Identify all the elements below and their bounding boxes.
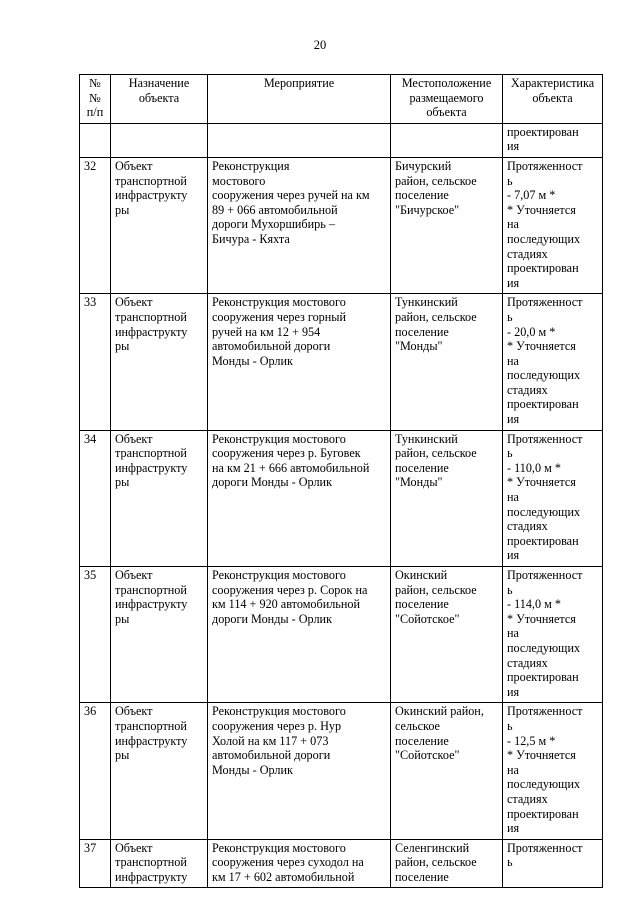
cell-num: 33 bbox=[80, 294, 111, 430]
characteristic-line: стадиях bbox=[507, 382, 548, 397]
event-line: сооружения через суходол на bbox=[212, 855, 364, 870]
table-row bbox=[80, 157, 603, 293]
characteristic-line: - 110,0 м * bbox=[507, 460, 561, 475]
continuation-row bbox=[80, 123, 603, 157]
characteristic-line: - 7,07 м * bbox=[507, 188, 556, 203]
event-line: сооружения через ручей на км bbox=[212, 188, 370, 203]
header-num-line: п/п bbox=[86, 105, 104, 120]
purpose-line: транспортной bbox=[115, 173, 187, 188]
characteristic-line: ия bbox=[507, 139, 520, 154]
characteristic-line: ь bbox=[507, 718, 513, 733]
characteristic-line: последующих bbox=[507, 368, 581, 383]
event-line: сооружения через горный bbox=[212, 309, 346, 324]
table-row bbox=[80, 567, 603, 703]
cell-characteristic bbox=[503, 294, 603, 430]
purpose-line: инфраструкту bbox=[115, 460, 188, 475]
header-characteristic-line: объекта bbox=[532, 90, 573, 105]
event-line: Реконструкция мостового bbox=[212, 568, 346, 582]
cell-characteristic bbox=[503, 839, 603, 888]
characteristic-line: последующих bbox=[507, 640, 581, 655]
event-line: км 114 + 920 автомобильной bbox=[212, 597, 360, 612]
characteristic-line: ия bbox=[507, 412, 520, 427]
purpose-line: Объект bbox=[115, 431, 153, 446]
location-line: "Сойотское" bbox=[395, 611, 460, 626]
cell-num: 37 bbox=[80, 839, 111, 888]
table-header-row bbox=[80, 75, 603, 124]
location-line: Бичурский bbox=[395, 158, 452, 173]
header-num bbox=[80, 75, 111, 124]
characteristic-line: * Уточняется bbox=[507, 475, 576, 490]
location-line: поселение bbox=[395, 869, 449, 884]
location-line: район, сельское bbox=[395, 582, 477, 597]
event-line: Монды - Орлик bbox=[212, 353, 293, 368]
characteristic-line: - 20,0 м * bbox=[507, 324, 556, 339]
cell-purpose bbox=[111, 294, 208, 430]
cell-purpose bbox=[111, 839, 208, 888]
characteristic-line: * Уточняется bbox=[507, 611, 576, 626]
purpose-line: инфраструкту bbox=[115, 869, 188, 884]
cell-num: 34 bbox=[80, 430, 111, 566]
characteristic-line: ия bbox=[507, 684, 520, 699]
event-line: ручей на км 12 + 954 bbox=[212, 324, 321, 339]
objects-table bbox=[79, 74, 603, 888]
cell-num bbox=[80, 123, 111, 157]
header-num-line: № bbox=[89, 90, 101, 105]
characteristic-line: на bbox=[507, 217, 519, 232]
event-line: Реконструкция мостового bbox=[212, 295, 346, 310]
location-line: "Бичурское" bbox=[395, 202, 460, 217]
characteristic-line: стадиях bbox=[507, 655, 548, 670]
cell-num: 35 bbox=[80, 567, 111, 703]
characteristic-line: Протяженност bbox=[507, 295, 583, 310]
event-line: км 17 + 602 автомобильной bbox=[212, 869, 355, 884]
characteristic-line: проектирован bbox=[507, 124, 579, 139]
header-location-line: объекта bbox=[426, 105, 467, 120]
event-line: Реконструкция bbox=[212, 158, 290, 173]
cell-purpose bbox=[111, 430, 208, 566]
purpose-line: Объект bbox=[115, 840, 153, 855]
event-line: Реконструкция мостового bbox=[212, 840, 346, 855]
cell-num: 36 bbox=[80, 703, 111, 839]
cell-characteristic bbox=[503, 157, 603, 293]
characteristic-line: Протяженност bbox=[507, 158, 583, 173]
purpose-line: Объект bbox=[115, 704, 153, 719]
cell-event bbox=[208, 567, 391, 703]
characteristic-line: * Уточняется bbox=[507, 339, 576, 354]
characteristic-line: ия bbox=[507, 821, 520, 836]
location-line: поселение bbox=[395, 733, 449, 748]
characteristic-line: ь bbox=[507, 446, 513, 461]
event-line: автомобильной дороги bbox=[212, 339, 331, 354]
header-event-line: Мероприятие bbox=[263, 76, 335, 90]
characteristic-line: проектирован bbox=[507, 670, 579, 685]
characteristic-line: на bbox=[507, 626, 519, 641]
event-line: Холой на км 117 + 073 bbox=[212, 733, 329, 748]
purpose-line: транспортной bbox=[115, 309, 187, 324]
cell-event bbox=[208, 430, 391, 566]
location-line: поселение bbox=[395, 324, 449, 339]
cell-num: 32 bbox=[80, 157, 111, 293]
characteristic-line: проектирован bbox=[507, 806, 579, 821]
cell-location bbox=[391, 567, 503, 703]
cell-location bbox=[391, 157, 503, 293]
event-line: Монды - Орлик bbox=[212, 762, 293, 777]
table-row bbox=[80, 430, 603, 566]
characteristic-line: стадиях bbox=[507, 246, 548, 261]
cell-purpose bbox=[111, 157, 208, 293]
characteristic-line: ь bbox=[507, 855, 513, 870]
purpose-line: Объект bbox=[115, 295, 153, 310]
page-number: 20 bbox=[313, 38, 327, 52]
purpose-line: транспортной bbox=[115, 582, 187, 597]
header-num-line: № bbox=[89, 76, 101, 90]
cell-characteristic bbox=[503, 703, 603, 839]
cell-location bbox=[391, 703, 503, 839]
event-line: Реконструкция мостового bbox=[212, 431, 346, 446]
characteristic-line: последующих bbox=[507, 504, 581, 519]
location-line: Окинский район, bbox=[395, 704, 484, 719]
location-line: "Монды" bbox=[395, 339, 443, 354]
purpose-line: инфраструкту bbox=[115, 597, 188, 612]
header-location-line: Местоположение bbox=[401, 76, 492, 90]
characteristic-line: Протяженност bbox=[507, 431, 583, 446]
characteristic-line: - 114,0 м * bbox=[507, 597, 561, 612]
header-purpose-line: объекта bbox=[138, 90, 180, 105]
header-purpose bbox=[111, 75, 208, 124]
event-line: автомобильной дороги bbox=[212, 748, 331, 763]
event-line: дороги Мухоршибирь – bbox=[212, 217, 335, 232]
characteristic-line: Протяженност bbox=[507, 840, 583, 855]
purpose-line: Объект bbox=[115, 568, 153, 582]
characteristic-line: Протяженност bbox=[507, 704, 583, 719]
location-line: сельское bbox=[395, 718, 440, 733]
header-location-line: размещаемого bbox=[409, 90, 484, 105]
characteristic-line: * Уточняется bbox=[507, 202, 576, 217]
purpose-line: транспортной bbox=[115, 718, 187, 733]
cell-location bbox=[391, 430, 503, 566]
purpose-line: транспортной bbox=[115, 855, 187, 870]
event-line: Бичура - Кяхта bbox=[212, 231, 290, 246]
event-line: сооружения через р. Буговек bbox=[212, 446, 361, 461]
cell-event bbox=[208, 294, 391, 430]
cell-purpose bbox=[111, 567, 208, 703]
purpose-line: ры bbox=[115, 202, 130, 217]
cell-event bbox=[208, 703, 391, 839]
cell-characteristic bbox=[503, 430, 603, 566]
characteristic-line: проектирован bbox=[507, 397, 579, 412]
cell-purpose bbox=[111, 703, 208, 839]
event-line: Реконструкция мостового bbox=[212, 704, 346, 719]
location-line: "Монды" bbox=[395, 475, 443, 490]
cell-purpose bbox=[111, 123, 208, 157]
purpose-line: инфраструкту bbox=[115, 188, 188, 203]
header-location bbox=[391, 75, 503, 124]
purpose-line: ры bbox=[115, 475, 130, 490]
cell-event bbox=[208, 123, 391, 157]
cell-location bbox=[391, 839, 503, 888]
table-row bbox=[80, 294, 603, 430]
characteristic-line: стадиях bbox=[507, 519, 548, 534]
location-line: Окинский bbox=[395, 568, 448, 582]
event-line: мостового bbox=[212, 173, 266, 188]
characteristic-line: ия bbox=[507, 275, 520, 290]
table-row bbox=[80, 839, 603, 888]
cell-characteristic bbox=[503, 567, 603, 703]
location-line: район, сельское bbox=[395, 173, 477, 188]
event-line: на км 21 + 666 автомобильной bbox=[212, 460, 370, 475]
location-line: район, сельское bbox=[395, 309, 477, 324]
purpose-line: инфраструкту bbox=[115, 324, 188, 339]
purpose-line: ры bbox=[115, 339, 130, 354]
location-line: поселение bbox=[395, 460, 449, 475]
event-line: сооружения через р. Сорок на bbox=[212, 582, 368, 597]
characteristic-line: стадиях bbox=[507, 791, 548, 806]
header-characteristic-line: Характеристика bbox=[510, 76, 595, 90]
characteristic-line: проектирован bbox=[507, 533, 579, 548]
characteristic-line: на bbox=[507, 490, 519, 505]
location-line: район, сельское bbox=[395, 446, 477, 461]
location-line: Селенгинский bbox=[395, 840, 470, 855]
location-line: поселение bbox=[395, 188, 449, 203]
characteristic-line: на bbox=[507, 353, 519, 368]
table-row bbox=[80, 703, 603, 839]
characteristic-line: - 12,5 м * bbox=[507, 733, 556, 748]
cell-event bbox=[208, 839, 391, 888]
characteristic-line: последующих bbox=[507, 231, 581, 246]
characteristic-line: ь bbox=[507, 582, 513, 597]
characteristic-line: на bbox=[507, 762, 519, 777]
characteristic-line: Протяженност bbox=[507, 568, 583, 582]
characteristic-line: последующих bbox=[507, 777, 581, 792]
characteristic-line: проектирован bbox=[507, 261, 579, 276]
event-line: дороги Монды - Орлик bbox=[212, 611, 332, 626]
location-line: Тункинский bbox=[395, 431, 458, 446]
header-event bbox=[208, 75, 391, 124]
location-line: Тункинский bbox=[395, 295, 458, 310]
purpose-line: ры bbox=[115, 611, 130, 626]
characteristic-line: ь bbox=[507, 173, 513, 188]
cell-event bbox=[208, 157, 391, 293]
cell-location bbox=[391, 294, 503, 430]
characteristic-line: ь bbox=[507, 309, 513, 324]
characteristic-line: ия bbox=[507, 548, 520, 563]
event-line: 89 + 066 автомобильной bbox=[212, 202, 338, 217]
cell-characteristic bbox=[503, 123, 603, 157]
purpose-line: ры bbox=[115, 748, 130, 763]
purpose-line: Объект bbox=[115, 158, 153, 173]
location-line: район, сельское bbox=[395, 855, 477, 870]
location-line: "Сойотское" bbox=[395, 748, 460, 763]
purpose-line: транспортной bbox=[115, 446, 187, 461]
event-line: дороги Монды - Орлик bbox=[212, 475, 332, 490]
event-line: сооружения через р. Нур bbox=[212, 718, 342, 733]
location-line: поселение bbox=[395, 597, 449, 612]
header-purpose-line: Назначение bbox=[128, 76, 190, 90]
header-characteristic bbox=[503, 75, 603, 124]
cell-location bbox=[391, 123, 503, 157]
purpose-line: инфраструкту bbox=[115, 733, 188, 748]
characteristic-line: * Уточняется bbox=[507, 748, 576, 763]
